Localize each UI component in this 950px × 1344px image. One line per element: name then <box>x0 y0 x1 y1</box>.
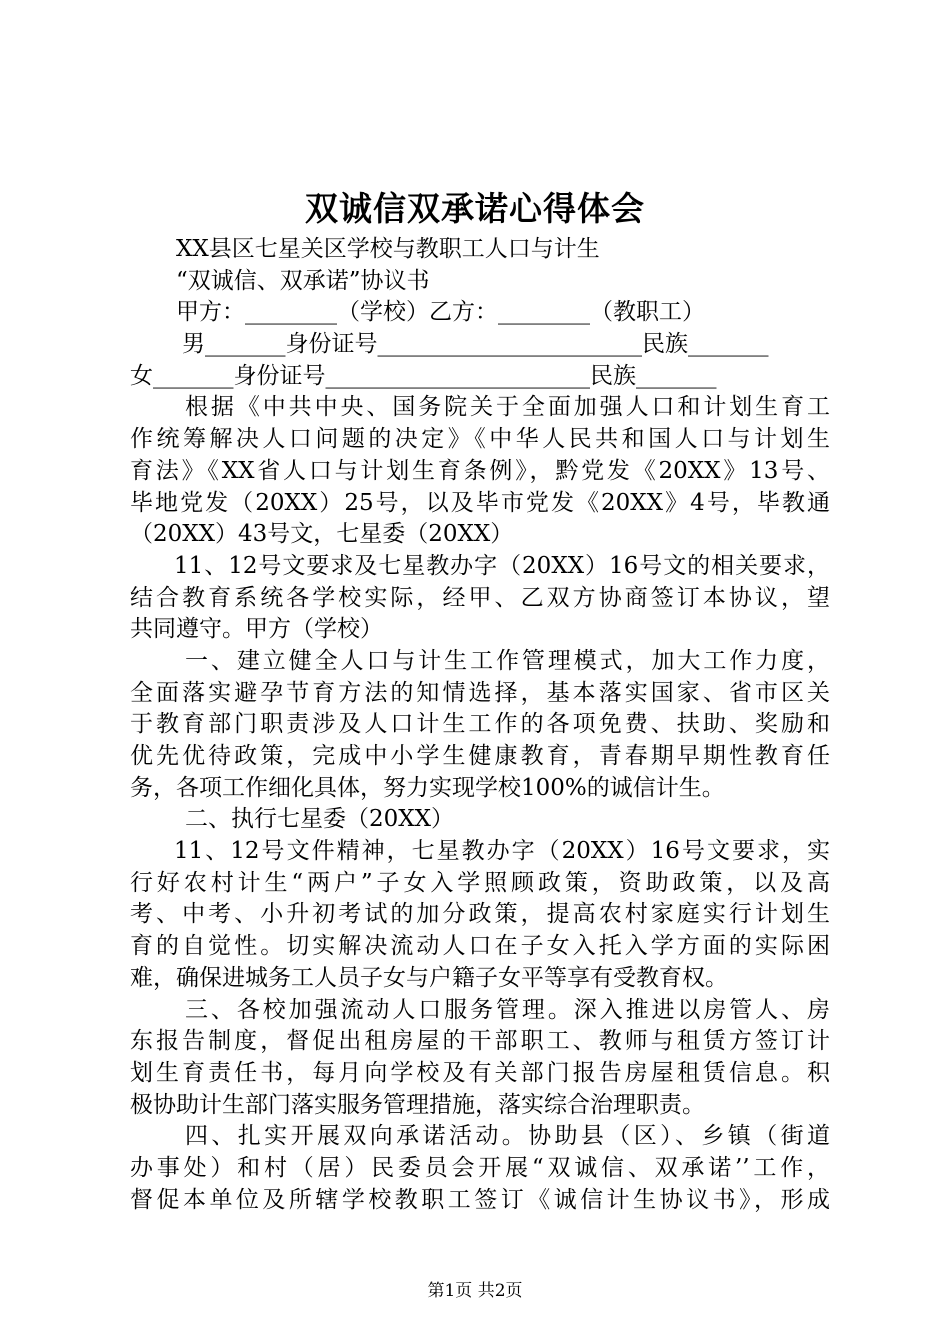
text-line: 共同遵守。甲方（学校） <box>130 616 383 643</box>
text-line: 结合教育系统各学校实际，经甲、乙双方协商签订本协议，望 <box>130 584 830 611</box>
text-line: 难，确保进城务工人员子女与户籍子女平等享有受教育权。 <box>130 964 728 991</box>
text-line: 办事处）和村（居）民委员会开展“双诚信、双承诺’’工作， <box>130 1154 830 1181</box>
text-line: 考、中考、小升初考试的加分政策，提高农村家庭实行计划生 <box>130 901 830 928</box>
text-line: XX县区七星关区学校与教职工人口与计生 <box>176 236 600 262</box>
text-line: 极协助计生部门落实服务管理措施，落实综合治理职责。 <box>130 1091 705 1118</box>
text-line: “双诚信、双承诺”协议书 <box>176 267 430 294</box>
text-line: 育法》《XX省人口与计划生育条例》，黔党发《20XX》13号、 <box>130 457 830 484</box>
text-line: 育的自觉性。切实解决流动人口在子女入托入学方面的实际困 <box>130 933 830 960</box>
text-line: 作统筹解决人口问题的决定》《中华人民共和国人口与计划生 <box>130 426 830 453</box>
text-line: 划生育责任书，每月向学校及有关部门报告房屋租赁信息。积 <box>130 1059 830 1086</box>
text-line: 全面落实避孕节育方法的知情选择，基本落实国家、省市区关 <box>130 679 830 706</box>
text-line: （20XX）43号文，七星委（20XX） <box>130 521 514 548</box>
text-line: 行好农村计生“两户”子女入学照顾政策，资助政策，以及高 <box>130 869 830 896</box>
text-line: 女_______身份证号_______________________民族_______ <box>130 362 717 389</box>
text-line: 东报告制度，督促出租房屋的干部职工、教师与租赁方签订计 <box>130 1028 830 1055</box>
page-footer: 第1页 共2页 <box>427 1281 523 1301</box>
text-line: 男_______身份证号_______________________民族_______ <box>182 331 769 358</box>
text-line: 优先优待政策，完成中小学生健康教育，青春期早期性教育任 <box>130 743 830 769</box>
text-line: 一、建立健全人口与计生工作管理模式，加大工作力度， <box>185 647 830 674</box>
text-line: 四、扎实开展双向承诺活动。协助县（区）、乡镇（街道 <box>185 1123 830 1150</box>
text-line: 11、12号文件精神，七星教办字（20XX）16号文要求，实 <box>174 838 830 865</box>
text-line: 务，各项工作细化具体，努力实现学校100%的诚信计生。 <box>130 774 725 801</box>
text-line: 于教育部门职责涉及人口计生工作的各项免费、扶助、奖励和 <box>130 711 830 738</box>
text-line: 毕地党发（20XX）25号，以及毕市党发《20XX》4号，毕教通 <box>130 489 830 516</box>
document-body <box>130 234 830 1216</box>
text-line: 11、12号文要求及七星教办字（20XX）16号文的相关要求， <box>174 552 830 579</box>
text-line: 根据《中共中央、国务院关于全面加强人口和计划生育工 <box>185 394 830 421</box>
text-line: 督促本单位及所辖学校教职工签订《诚信计生协议书》，形成 <box>130 1186 830 1213</box>
text-line: 二、执行七星委（20XX） <box>185 806 455 833</box>
text-line: 三、各校加强流动人口服务管理。深入推进以房管人、房 <box>185 996 830 1023</box>
text-line: 甲方：________（学校）乙方：________（教职工） <box>176 299 705 326</box>
document-title: 双诚信双承诺心得体会 <box>305 189 645 228</box>
